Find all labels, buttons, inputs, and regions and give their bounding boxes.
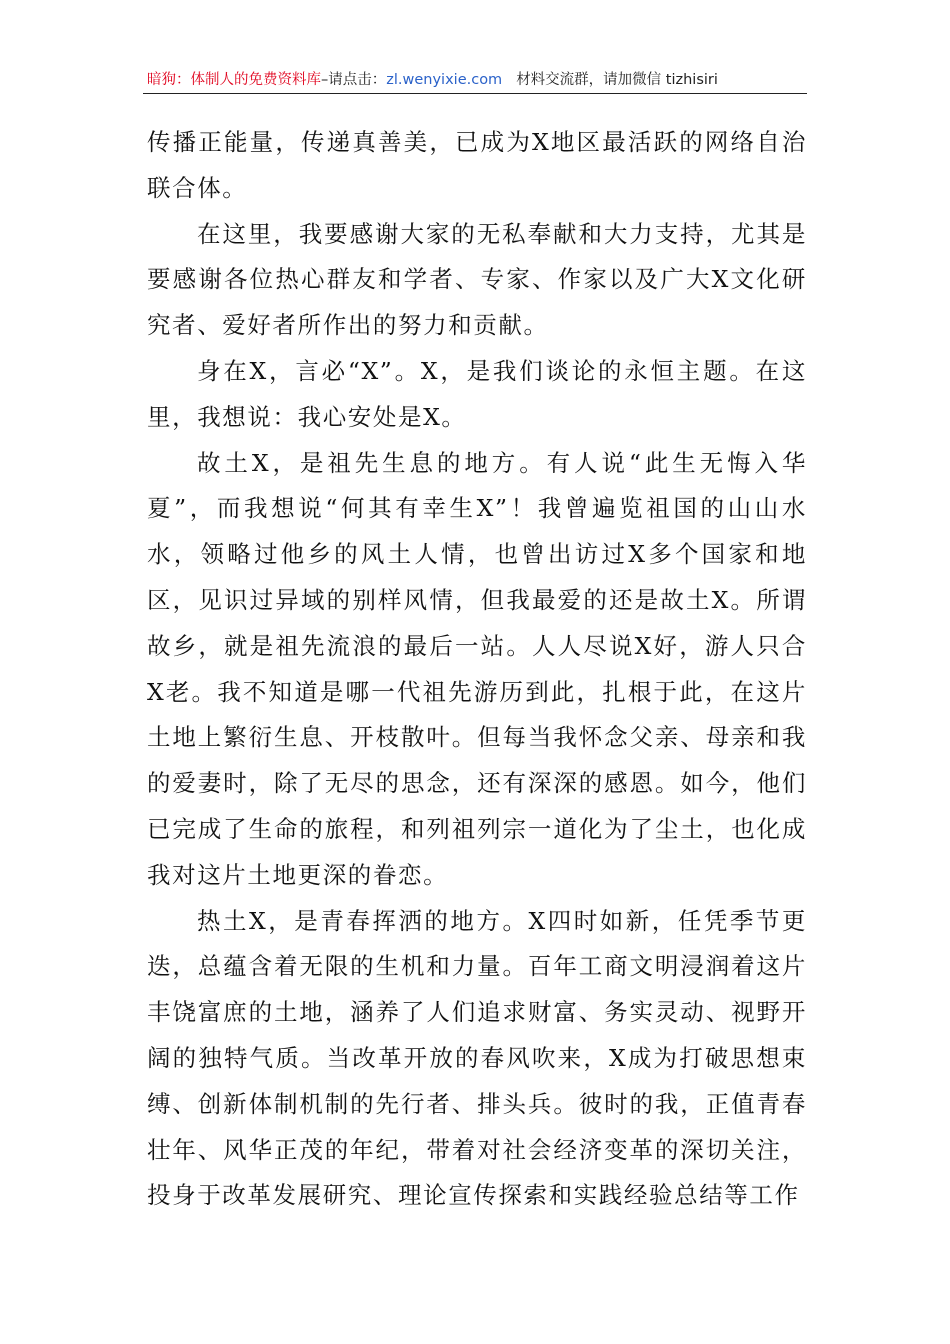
document-body xyxy=(147,120,807,1219)
paragraph-5: 热土X，是青春挥洒的地方。X四时如新，任凭季节更迭，总蕴含着无限的生机和力量。百年工商文明浸润着这片丰饶富庶的土地，涵养了人们追求财富、务实灵动、视野开阔的独特气质。当改革开放的春风吹来，X成为打破思想束缚、创新体制机制的先行者、排头兵。彼时的我，正值青春壮年、风华正茂的年纪，带着对社会经济变革的深切关注，投身于改革发展研究、理论宣传探索和实践经验总结等工作 xyxy=(147,906,807,1210)
header-url-link[interactable]: zl.wenyixie.com xyxy=(386,72,503,88)
paragraph-4: 故土X，是祖先生息的地方。有人说“此生无悔入华夏”，而我想说“何其有幸生X”！我曾遍览祖国的山山水水，领略过他乡的风土人情，也曾出访过X多个国家和地区，见识过异域的别样风情，但我最爱的还是故土X。所谓故乡，就是祖先流浪的最后一站。人人尽说X好，游人只合X老。我不知道是哪一代祖先游历到此，扎根于此，在这片土地上繁衍生息、开枝散叶。但每当我怀念父亲、母亲和我的爱妻时，除了无尽的思念，还有深深的感恩。如今，他们已完成了生命的旅程，和列祖列宗一道化为了尘土，也化成我对这片土地更深的眷恋。 xyxy=(147,448,807,889)
paragraph-3: 身在X，言必“X”。X，是我们谈论的永恒主题。在这里，我想说：我心安处是X。 xyxy=(147,356,807,431)
header-contact: 材料交流群，请加微信 tizhisiri xyxy=(516,72,718,88)
paragraph-2: 在这里，我要感谢大家的无私奉献和大力支持，尤其是要感谢各位热心群友和学者、专家、作家以及广大X文化研究者、爱好者所作出的努力和贡献。 xyxy=(147,219,807,340)
paragraph-1: 传播正能量，传递真善美，已成为X地区最活跃的网络自治联合体。 xyxy=(147,128,807,202)
header-brand: 暗狗：体制人的免费资料库 xyxy=(147,72,321,88)
header-click-prefix: –请点击： xyxy=(321,72,387,88)
page-header xyxy=(147,68,806,92)
header-divider xyxy=(143,93,807,94)
